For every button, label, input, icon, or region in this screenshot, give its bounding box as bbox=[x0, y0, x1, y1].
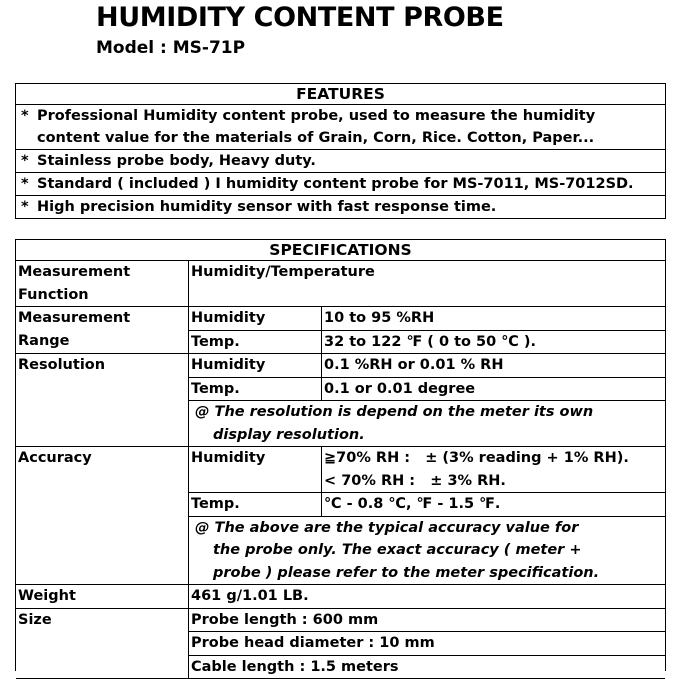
specifications-box bbox=[15, 239, 666, 675]
spec-label-line: Function bbox=[18, 286, 89, 303]
features-heading: FEATURES bbox=[16, 84, 665, 105]
note-line: @ The resolution is depend on the meter its own bbox=[195, 404, 594, 420]
spec-label: Measurement bbox=[16, 307, 189, 331]
spec-sub-label: Temp. bbox=[189, 377, 322, 401]
feature-text-line: Stainless probe body, Heavy duty. bbox=[37, 153, 316, 169]
specifications-heading: SPECIFICATIONS bbox=[16, 240, 665, 261]
table-row bbox=[16, 330, 665, 354]
spec-sub-label: Humidity bbox=[189, 447, 322, 493]
table-row bbox=[16, 447, 665, 493]
spec-value: Probe head diameter : 10 mm bbox=[189, 632, 666, 656]
feature-item bbox=[16, 150, 665, 173]
specifications-table bbox=[16, 261, 665, 679]
table-row bbox=[16, 585, 665, 609]
bullet-star: * bbox=[21, 176, 29, 192]
note-line: the probe only. The exact accuracy ( meter + bbox=[213, 542, 582, 558]
spec-value: 0.1 or 0.01 degree bbox=[322, 377, 666, 401]
spec-sub-label: Humidity bbox=[189, 354, 322, 378]
feature-text-line: Standard ( included ) I humidity content probe for MS-7011, MS-7012SD. bbox=[37, 176, 634, 192]
feature-text-line: content value for the materials of Grain, Corn, Rice. Cotton, Paper... bbox=[37, 130, 595, 146]
spec-note bbox=[189, 516, 666, 585]
spec-label: Accuracy bbox=[16, 447, 189, 585]
spec-value-line: < 70% RH : ± 3% RH. bbox=[324, 472, 506, 489]
spec-value: Cable length : 1.5 meters bbox=[189, 655, 666, 679]
feature-item bbox=[16, 196, 665, 218]
features-box bbox=[15, 83, 666, 219]
table-row bbox=[16, 261, 665, 307]
spec-value: Probe length : 600 mm bbox=[189, 608, 666, 632]
spec-value: 10 to 95 %RH bbox=[322, 307, 666, 331]
table-row bbox=[16, 354, 665, 378]
spec-label bbox=[16, 261, 189, 307]
feature-text-line: High precision humidity sensor with fast response time. bbox=[37, 199, 497, 215]
bullet-star: * bbox=[21, 153, 29, 169]
spec-value: 461 g/1.01 LB. bbox=[189, 585, 666, 609]
spec-label: Range bbox=[16, 330, 189, 354]
spec-value: ℃ - 0.8 ℃, ℉ - 1.5 ℉. bbox=[322, 493, 666, 517]
spec-label: Resolution bbox=[16, 354, 189, 447]
bullet-star: * bbox=[21, 108, 29, 124]
feature-text-line: Professional Humidity content probe, used to measure the humidity bbox=[37, 108, 596, 124]
spec-value-line: ≧70% RH : ± (3% reading + 1% RH). bbox=[324, 450, 629, 466]
note-line: probe ) please refer to the meter specification. bbox=[213, 564, 600, 581]
table-row bbox=[16, 307, 665, 331]
spec-value: 0.1 %RH or 0.01 % RH bbox=[322, 354, 666, 378]
feature-item bbox=[16, 105, 665, 150]
page-title: HUMIDITY CONTENT PROBE bbox=[96, 2, 504, 33]
spec-value: 32 to 122 ℉ ( 0 to 50 ℃ ). bbox=[322, 330, 666, 354]
spec-note bbox=[189, 401, 666, 447]
model-number: Model : MS-71P bbox=[96, 38, 246, 58]
feature-item bbox=[16, 173, 665, 196]
note-line: display resolution. bbox=[213, 426, 365, 443]
spec-sub-label: Temp. bbox=[189, 493, 322, 517]
spec-label: Weight bbox=[16, 585, 189, 609]
spec-sub-label: Temp. bbox=[189, 330, 322, 354]
table-row bbox=[16, 608, 665, 632]
spec-value: Humidity/Temperature bbox=[189, 261, 666, 307]
note-line: @ The above are the typical accuracy value for bbox=[195, 519, 579, 536]
bullet-star: * bbox=[21, 199, 29, 215]
spec-label-line: Measurement bbox=[18, 264, 131, 280]
spec-value bbox=[322, 447, 666, 493]
spec-sub-label: Humidity bbox=[189, 307, 322, 331]
spec-label: Size bbox=[16, 608, 189, 679]
